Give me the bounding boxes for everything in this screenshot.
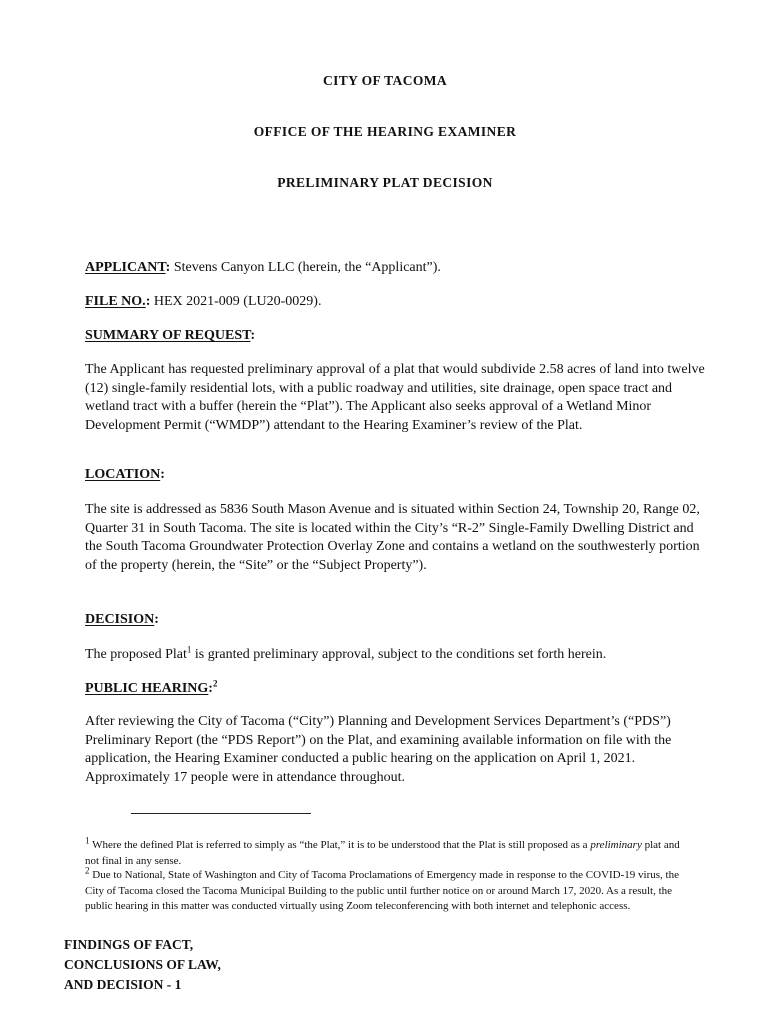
summary-label: SUMMARY OF REQUEST bbox=[85, 328, 251, 343]
footnote-2-text: Due to National, State of Washington and City of Tacoma Proclamations of Emergency made in response to the COVID-19 virus, the City of Tacoma closed the Tacoma Municipal Building to the public until further notice on or around March 17, 2020. As a result, the public hearing in this matter was conducted virtually using Zoom teleconferencing with both internet and telephonic access. bbox=[85, 869, 679, 912]
summary-heading: SUMMARY OF REQUEST: bbox=[85, 328, 256, 343]
footnote-1-text-before: Where the defined Plat is referred to simply as “the Plat,” it is to be understood that the Plat is still proposed as a bbox=[92, 839, 591, 851]
footer-line-2: CONCLUSIONS OF LAW, bbox=[64, 957, 221, 972]
applicant-label: APPLICANT bbox=[85, 260, 166, 275]
footnote-1 bbox=[85, 835, 695, 869]
office-heading: OFFICE OF THE HEARING EXAMINER bbox=[253, 124, 517, 139]
footnote-separator bbox=[131, 813, 311, 814]
footnote-2-mark: 2 bbox=[85, 865, 90, 876]
location-paragraph: The site is addressed as 5836 South Mason Avenue and is situated within Section 24, Township 20, Range 02, Quarter 31 in South Tacoma. The site is located within the City’s “R-2” Single-Family Dwelling District and the South Tacoma Groundwater Protection Overlay Zone and contains a wetland on the southwesterly portion of the property (herein, the “Site” or the “Subject Property”). bbox=[85, 502, 700, 573]
file-no-label: FILE NO. bbox=[85, 294, 146, 309]
location-label: LOCATION bbox=[85, 467, 161, 482]
footnote-1-italic: preliminary bbox=[590, 839, 642, 851]
decision-paragraph bbox=[85, 646, 705, 665]
file-no-line: FILE NO.: HEX 2021-009 (LU20-0029). bbox=[85, 294, 322, 309]
decision-heading: DECISION: bbox=[85, 612, 159, 627]
decision-label: DECISION bbox=[85, 612, 155, 627]
footnote-ref-2: 2 bbox=[212, 678, 218, 689]
public-hearing-paragraph: After reviewing the City of Tacoma (“City”) Planning and Development Services Department’s (“PDS”) Preliminary Report (the “PDS Report”) on the Plat, and examining available information on file with the application, the Hearing Examiner conducted a public hearing on the application on April 1, 2021. Approximately 17 people were in attendance throughout. bbox=[85, 714, 672, 785]
location-heading: LOCATION: bbox=[85, 467, 165, 482]
footnote-ref-1: 1 bbox=[186, 644, 192, 655]
footnote-2 bbox=[85, 865, 695, 915]
footer-line-1: FINDINGS OF FACT, bbox=[64, 937, 194, 952]
decision-text-after: is granted preliminary approval, subject to the conditions set forth herein. bbox=[191, 647, 607, 662]
summary-paragraph: The Applicant has requested preliminary approval of a plat that would subdivide 2.58 acres of land into twelve (12) single-family residential lots, with a public roadway and utilities, site drainage, open space tract and wetland tract with a buffer (herein the “Plat”). The Applicant also seeks approval of a Wetland Minor Development Permit (“WMDP”) attendant to the Hearing Examiner’s review of the Plat. bbox=[85, 362, 705, 433]
footnote-1-text-after: plat and not final in any sense. bbox=[85, 839, 680, 867]
city-heading: CITY OF TACOMA bbox=[322, 73, 448, 88]
footnote-1-mark: 1 bbox=[85, 835, 90, 846]
public-hearing-label: PUBLIC HEARING bbox=[85, 681, 209, 696]
file-no-value: HEX 2021-009 (LU20-0029). bbox=[153, 294, 322, 309]
public-hearing-heading: PUBLIC HEARING:$^2$ bbox=[85, 678, 218, 696]
document-title: PRELIMINARY PLAT DECISION bbox=[277, 175, 493, 190]
applicant-value: Stevens Canyon LLC (herein, the “Applicant”). bbox=[173, 260, 441, 275]
decision-text-before: The proposed Plat bbox=[85, 647, 187, 662]
page-footer bbox=[64, 935, 221, 995]
applicant-line: APPLICANT: Stevens Canyon LLC (herein, the “Applicant”). bbox=[85, 260, 441, 275]
footer-line-3: AND DECISION - 1 bbox=[64, 977, 182, 992]
